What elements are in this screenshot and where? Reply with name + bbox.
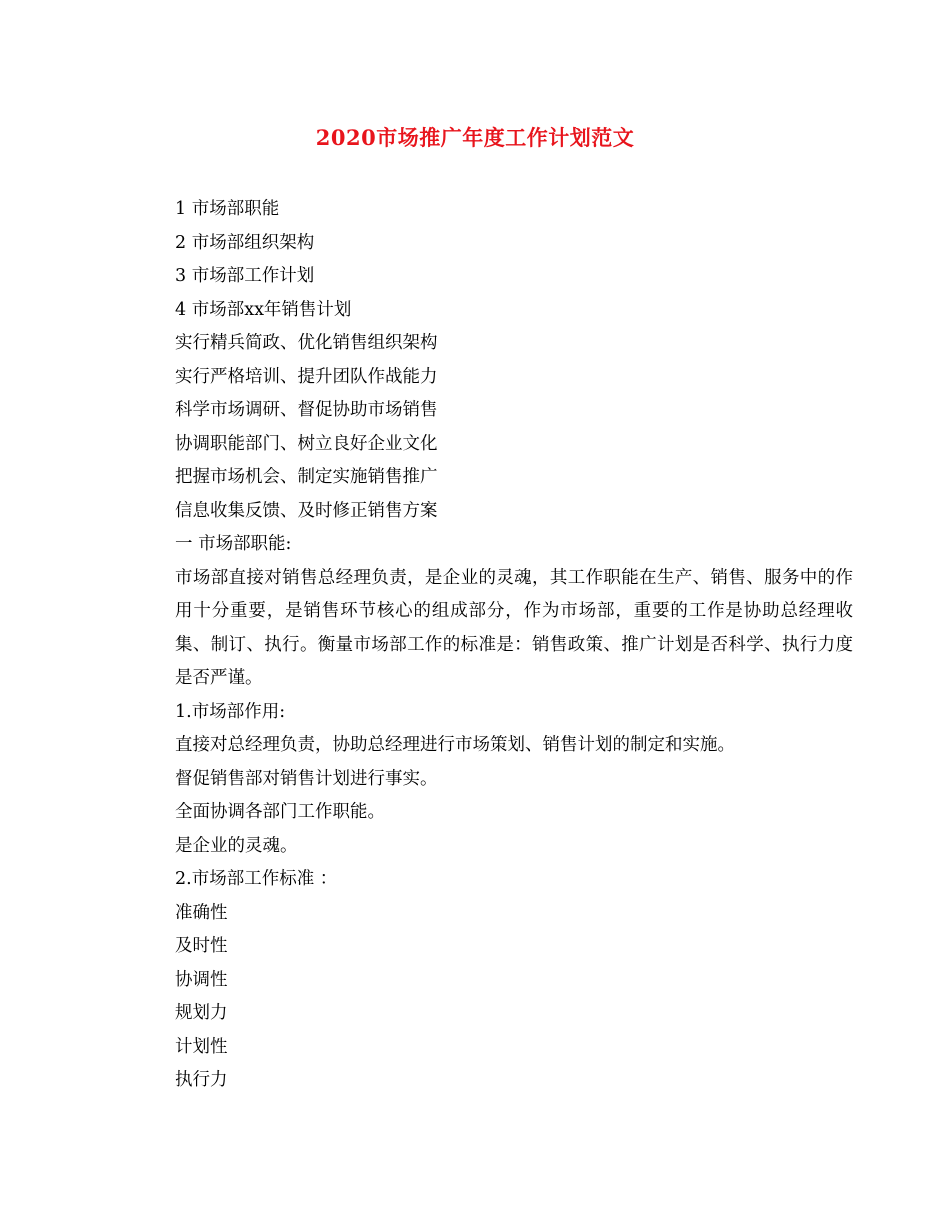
standard-item: 执行力 [175, 1070, 228, 1090]
strategy-item: 科学市场调研、督促协助市场销售 [175, 400, 438, 420]
standard-item: 计划性 [175, 1036, 228, 1057]
standard-item: 准确性 [175, 902, 228, 923]
role-item: 督促销售部对销售计划进行事实。 [175, 768, 438, 789]
toc-item: 2 市场部组织架构 [175, 232, 315, 253]
role-item: 是企业的灵魂。 [175, 835, 298, 856]
document-body [175, 193, 853, 1098]
section-heading: 一 市场部职能: [175, 534, 292, 554]
strategy-item: 协调职能部门、树立良好企业文化 [175, 433, 438, 454]
standard-item: 协调性 [175, 969, 228, 990]
strategy-item: 实行精兵简政、优化销售组织架构 [175, 333, 438, 353]
strategy-item: 信息收集反馈、及时修正销售方案 [175, 500, 438, 521]
toc-item: 1 市场部职能 [175, 199, 280, 219]
toc-item: 4 市场部xx年销售计划 [175, 299, 352, 320]
role-item: 全面协调各部门工作职能。 [175, 802, 385, 822]
section-paragraph: 市场部直接对销售总经理负责，是企业的灵魂，其工作职能在生产、销售、服务中的作用十分重要，是销售环节核心的组成部分，作为市场部，重要的工作是协助总经理收集、制订、执行。衡量市场部工作的标准是：销售政策、推广计划是否科学、执行力度是否严谨。 [175, 567, 853, 688]
document-title: 2020市场推广年度工作计划范文 [315, 125, 635, 150]
strategy-item: 实行严格培训、提升团队作战能力 [175, 366, 438, 387]
toc-item: 3 市场部工作计划 [175, 266, 315, 286]
role-item: 直接对总经理负责，协助总经理进行市场策划、销售计划的制定和实施。 [175, 735, 735, 755]
standard-item: 规划力 [175, 1003, 228, 1023]
strategy-item: 把握市场机会、制定实施销售推广 [175, 467, 438, 487]
standard-item: 及时性 [175, 936, 228, 956]
subsection-heading: 1.市场部作用: [175, 701, 286, 722]
subsection-heading: 2.市场部工作标准 ： [175, 869, 338, 889]
